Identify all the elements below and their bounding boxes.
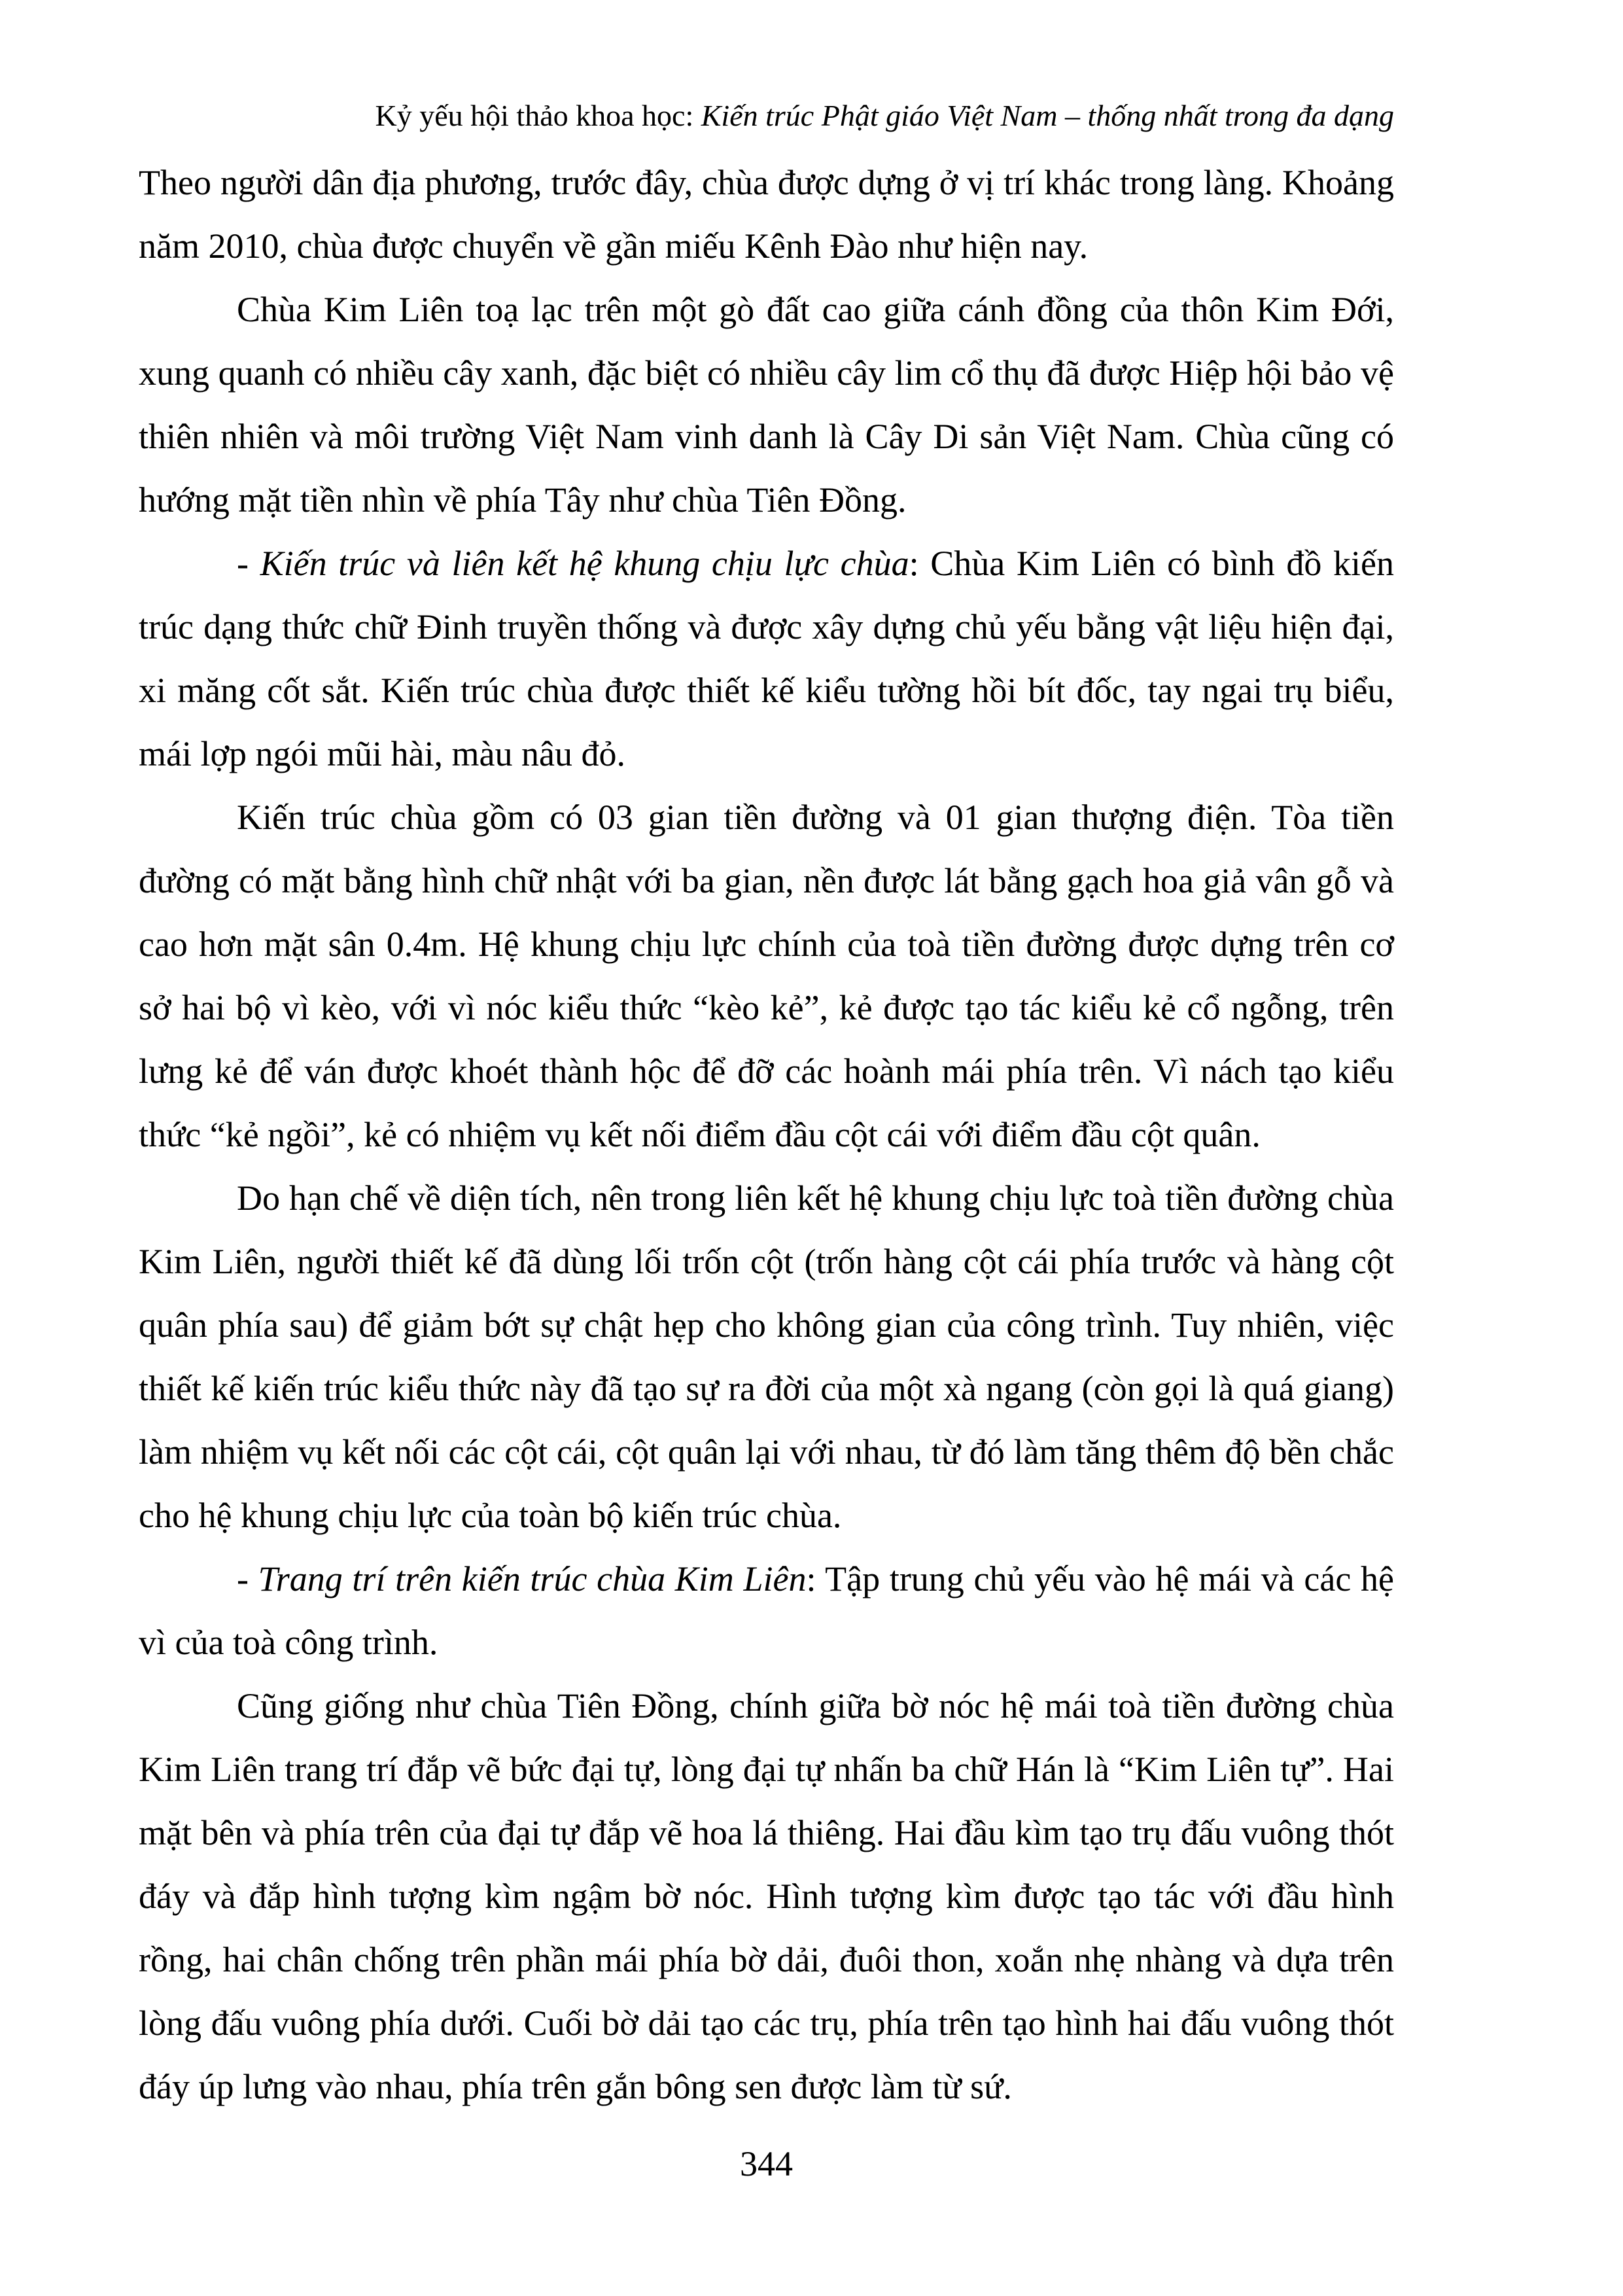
running-header: [139, 96, 1394, 136]
document-body: [139, 151, 1394, 2119]
header-proceedings-title: Kiến trúc Phật giáo Việt Nam – thống nhất trong đa dạng: [701, 99, 1394, 132]
paragraph: [139, 786, 1394, 1167]
paragraph: [139, 532, 1394, 786]
paragraph: [139, 151, 1394, 278]
paragraph: [139, 1674, 1394, 2119]
text-run: Kiến trúc chùa gồm có 03 gian tiền đường và 01 gian thượng điện. Tòa tiền đường có mặt bằng hình chữ nhật với ba gian, nền được lát bằng gạch hoa giả vân gỗ và cao hơn mặt sân 0.4m. Hệ khung chịu lực chính của toà tiền đường được dựng trên cơ sở hai bộ vì kèo, với vì nóc kiểu thức “kèo kẻ”, kẻ được tạo tác kiểu kẻ cổ ngỗng, trên lưng kẻ để ván được khoét thành hộc để đỡ các hoành mái phía trên. Vì nách tạo kiểu thức “kẻ ngồi”, kẻ có nhiệm vụ kết nối điểm đầu cột cái với điểm đầu cột quân.: [139, 798, 1394, 1154]
paragraph: [139, 1167, 1394, 1547]
page-number: 344: [740, 2144, 793, 2183]
text-run: Cũng giống như chùa Tiên Đồng, chính giữa bờ nóc hệ mái toà tiền đường chùa Kim Liên trang trí đắp vẽ bức đại tự, lòng đại tự nhấn ba chữ Hán là “Kim Liên tự”. Hai mặt bên và phía trên của đại tự đắp vẽ hoa lá thiêng. Hai đầu kìm tạo trụ đấu vuông thót đáy và đắp hình tượng kìm ngậm bờ nóc. Hình tượng kìm được tạo tác với đầu hình rồng, hai chân chống trên phần mái phía bờ dải, đuôi thon, xoắn nhẹ nhàng và dựa trên lòng đấu vuông phía dưới. Cuối bờ dải tạo các trụ, phía trên tạo hình hai đấu vuông thót đáy úp lưng vào nhau, phía trên gắn bông sen được làm từ sứ.: [139, 1686, 1394, 2106]
text-run: Chùa Kim Liên toạ lạc trên một gò đất cao giữa cánh đồng của thôn Kim Đới, xung quanh có nhiều cây xanh, đặc biệt có nhiều cây lim cổ thụ đã được Hiệp hội bảo vệ thiên nhiên và môi trường Việt Nam vinh danh là Cây Di sản Việt Nam. Chùa cũng có hướng mặt tiền nhìn về phía Tây như chùa Tiên Đồng.: [139, 290, 1394, 520]
header-series-label: Kỷ yếu hội thảo khoa học:: [375, 99, 701, 132]
text-run: Do hạn chế về diện tích, nên trong liên kết hệ khung chịu lực toà tiền đường chùa Kim Liên, người thiết kế đã dùng lối trốn cột (trốn hàng cột cái phía trước và hàng cột quân phía sau) để giảm bớt sự chật hẹp cho không gian của công trình. Tuy nhiên, việc thiết kế kiến trúc kiểu thức này đã tạo sự ra đời của một xà ngang (còn gọi là quá giang) làm nhiệm vụ kết nối các cột cái, cột quân lại với nhau, từ đó làm tăng thêm độ bền chắc cho hệ khung chịu lực của toàn bộ kiến trúc chùa.: [139, 1178, 1394, 1535]
italic-run: - Trang trí trên kiến trúc chùa Kim Liên: [237, 1559, 807, 1598]
text-run: : Tập trung chủ yếu vào hệ mái và các hệ vì của toà công trình.: [139, 1559, 1394, 1662]
italic-run: - Kiến trúc và liên kết hệ khung chịu lực chùa: [237, 544, 909, 583]
paragraph: [139, 278, 1394, 532]
paragraph: [139, 1547, 1394, 1674]
text-run: : Chùa Kim Liên có bình đồ kiến trúc dạng thức chữ Đinh truyền thống và được xây dựng chủ yếu bằng vật liệu hiện đại, xi măng cốt sắt. Kiến trúc chùa được thiết kế kiểu tường hồi bít đốc, tay ngai trụ biểu, mái lợp ngói mũi hài, màu nâu đỏ.: [139, 544, 1394, 773]
text-run: Theo người dân địa phương, trước đây, chùa được dựng ở vị trí khác trong làng. Khoảng năm 2010, chùa được chuyển về gần miếu Kênh Đào như hiện nay.: [139, 163, 1394, 266]
